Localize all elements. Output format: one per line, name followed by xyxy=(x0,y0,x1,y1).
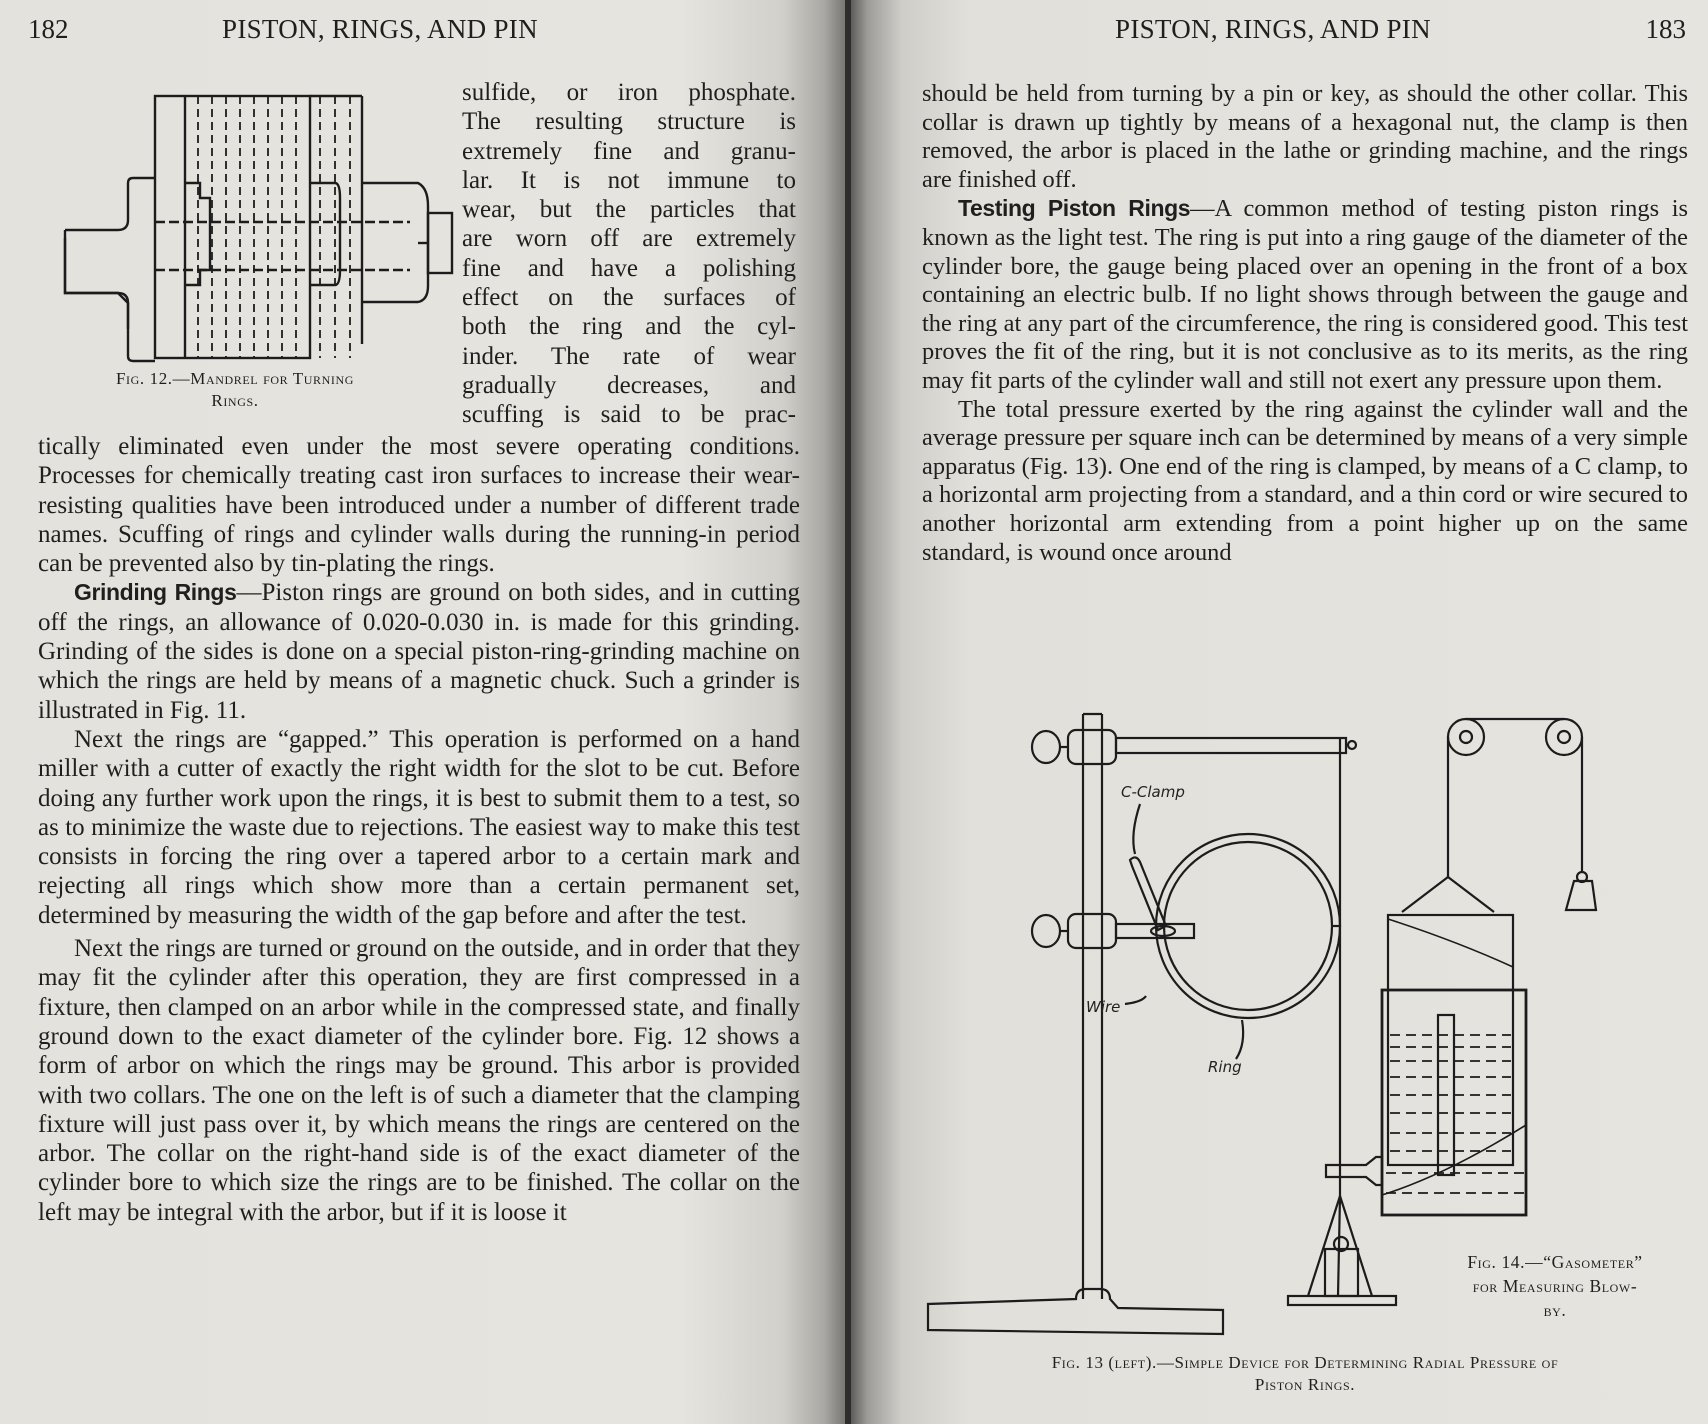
paragraph-continuation: tically eliminated even under the most severe operating conditions. Processes for chemically treating cast iron surfaces to increase their wear-resisting qualities have been introduced under a number of different trade names. Scuffing of rings and cylinder walls during the running-in period can be prevented also by tin-plating the rings. xyxy=(38,433,800,578)
side-line: fine and have a polishing xyxy=(462,254,796,282)
side-line: both the ring and the cyl- xyxy=(462,313,796,341)
side-line: The resulting structure is xyxy=(462,108,796,136)
figure-13-caption xyxy=(922,1352,1688,1396)
heading-testing-piston-rings: Testing Piston Rings xyxy=(958,195,1191,222)
figure-14-caption-line1: Fig. 14.—“Gasometer” xyxy=(1467,1252,1643,1272)
weight-pan xyxy=(1288,1296,1396,1305)
grinding-rings-text: —Piston rings are ground on both sides, and in cutting off the rings, an allowance of 0.020-0.030 in. is made for this grinding. Grinding of the sides is done on a special piston-ring-grinding machine on which the rings are held by means of a magnetic chuck. Such a grinder is illustrated in Fig. 11. xyxy=(38,579,801,724)
figure-14-caption-line3: by. xyxy=(1543,1300,1567,1320)
paragraph-pressure: The total pressure exerted by the ring against the cylinder wall and the average pressure per square inch can be determined by means of a very simple apparatus (Fig. 13). One end of the ring is clamped, by means of a C clamp, to a horizontal arm projecting from a standard, and a thin cord or wire secured to another horizontal arm extending from a point higher up on the same standard, is wound once around xyxy=(922,395,1688,566)
side-line: gradually decreases, and xyxy=(462,371,796,399)
left-page xyxy=(0,0,850,1424)
upper-thumb-screw xyxy=(1032,731,1060,763)
side-line: sulfide, or iron phosphate. xyxy=(462,79,796,106)
mandrel-left-shaft xyxy=(65,238,128,329)
running-head-left: PISTON, RINGS, AND PIN xyxy=(222,14,538,44)
paragraph-gapped: Next the rings are “gapped.” This operation is performed on a hand miller with a cutter of exactly the right width for the slot to be cut. Before doing any further work upon the rings, it is best to submit them to a test, so as to minimize the waste due to rejections. The easiest way to make this test consists in forcing the ring over a tapered arbor to a certain mark and rejecting all rings which show more than a certain permanent set, determined by measuring the width of the gap before and after the test. xyxy=(38,725,800,929)
figure-14-gasometer-drawing xyxy=(1416,705,1676,1245)
right-page xyxy=(850,0,1708,1424)
side-line: effect on the surfaces of xyxy=(462,284,796,312)
piston-ring-inner xyxy=(1164,842,1332,1010)
pulley-left xyxy=(1448,719,1484,755)
figure-13-apparatus-drawing xyxy=(918,704,1358,1344)
side-line: scuffing is said to be prac- xyxy=(462,401,796,429)
figure-14-caption xyxy=(1420,1250,1690,1322)
figure-12-caption-line2: Rings. xyxy=(211,391,259,410)
figure-12-caption xyxy=(40,368,430,412)
weight xyxy=(1325,1249,1358,1296)
figure-12-mandrel-drawing xyxy=(30,88,430,363)
left-body-text xyxy=(38,432,800,1227)
figure-12-caption-line1: Fig. 12.—Mandrel for Turning xyxy=(115,369,355,388)
lower-clamp-block xyxy=(1068,914,1116,948)
lower-thumb-screw xyxy=(1032,915,1060,947)
standard-base xyxy=(928,1289,1223,1334)
left-side-column xyxy=(462,78,796,430)
paragraph-continuation-right: should be held from turning by a pin or key, as should the other collar. This collar is drawn up tightly by means of a hexagonal nut, the clamp is then removed, the arbor is placed in the lathe or grinding machine, and the rings are finished off. xyxy=(922,80,1688,193)
side-line: wear, but the particles that xyxy=(462,196,796,224)
label-wire: Wire xyxy=(1086,998,1121,1016)
upper-clamp-block xyxy=(1068,730,1116,764)
side-line: are worn off are extremely xyxy=(462,225,796,253)
side-line: inder. The rate of wear xyxy=(462,342,796,370)
side-line: lar. It is not immune to xyxy=(462,166,796,194)
label-c-clamp: C-Clamp xyxy=(1121,783,1185,801)
paragraph-testing xyxy=(922,194,1688,395)
label-ring: Ring xyxy=(1208,1058,1242,1076)
figure-13-caption-line2: Piston Rings. xyxy=(1254,1375,1356,1394)
counterweight xyxy=(1566,881,1596,910)
figure-13-caption-line1: Fig. 13 (left).—Simple Device for Determining Radial Pressure of xyxy=(1051,1353,1559,1372)
pulley-right xyxy=(1546,719,1582,755)
paragraph-grinding-rings xyxy=(38,578,800,724)
mandrel-body xyxy=(155,96,310,358)
heading-grinding-rings: Grinding Rings xyxy=(74,579,237,606)
book-gutter xyxy=(845,0,851,1424)
paragraph-turned: Next the rings are turned or ground on the outside, and in order that they may fit the cylinder after this operation, they are first compressed in a fixture, then clamped on an arbor while in the compressed state, and finally ground down to the exact diameter of the cylinder bore. Fig. 12 shows a form of arbor on which the rings may be ground. This arbor is provided with two collars. The one on the left is of such a diameter that the clamping fixture will just pass over it, by which means the rings are centered on the arbor. The collar on the right-hand side is of the exact diameter of the cylinder bore to which size the rings are to be finished. The collar on the left may be integral with the arbor, but if it is loose it xyxy=(38,935,800,1226)
gasometer-bell xyxy=(1388,915,1513,1165)
page-number-right: 183 xyxy=(1645,14,1686,44)
upper-arm xyxy=(1116,738,1346,753)
right-body-text xyxy=(922,80,1688,567)
c-clamp xyxy=(1130,857,1166,930)
testing-text: —A common method of testing piston rings is known as the light test. The ring is put into a ring gauge of the diameter of the cylinder bore, the gauge being placed over an opening in the front of a box containing an electric bulb. If no light shows through between the gauge and the ring at any part of the circumference, the ring is considered good. This test proves the fit of the ring, but it is not conclusive as to its merits, as the ring may fit parts of the cylinder wall and still not exert any pressure upon them. xyxy=(922,195,1688,394)
side-line: extremely fine and granu- xyxy=(462,137,796,165)
figure-14-caption-line2: for Measuring Blow- xyxy=(1472,1276,1638,1296)
running-head-right: PISTON, RINGS, AND PIN xyxy=(1115,14,1431,44)
page-number-left: 182 xyxy=(28,14,69,44)
piston-ring-outer xyxy=(1156,834,1340,1018)
